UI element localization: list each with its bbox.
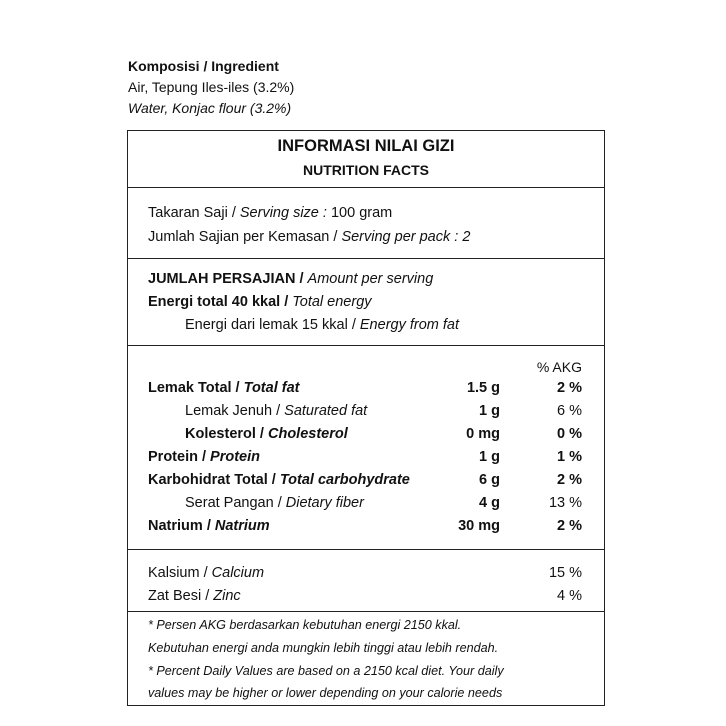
nutrient-amount: 1 g [479,449,500,465]
nutrient-label: Protein / Protein [148,449,260,465]
mineral-percent: 4 % [557,588,582,604]
nutrient-amount: 4 g [479,495,500,511]
nutrient-row [148,403,584,425]
akg-header: % AKG [536,359,582,375]
nutrient-percent: 2 % [557,472,582,488]
nutrient-amount: 30 mg [458,518,500,534]
ingredients-title: Komposisi / Ingredient [128,58,279,74]
nutrient-row [148,449,584,471]
nutrient-label: Kolesterol / Cholesterol [185,426,348,442]
amount-per-serving [148,271,433,287]
panel-title-id: INFORMASI NILAI GIZI [277,137,455,155]
nutrient-label: Lemak Total / Total fat [148,380,300,396]
nutrient-row [148,472,584,494]
divider [128,187,604,188]
nutrient-label: Lemak Jenuh / Saturated fat [185,403,368,419]
nutrient-percent: 0 % [557,426,582,442]
mineral-row [148,588,584,610]
ingredients-block [128,56,294,119]
nutrient-percent: 1 % [557,449,582,465]
nutrient-row [148,518,584,540]
footnote: values may be higher or lower depending on your calorie needs [148,686,503,700]
nutrient-row [148,426,584,448]
nutrition-facts-panel [127,130,605,706]
total-energy [148,294,372,310]
energy-from-fat-label-en: Energy from fat [359,317,460,333]
nutrient-percent: 6 % [557,403,582,419]
divider [128,258,604,259]
nutrient-label: Natrium / Natrium [148,518,270,534]
servings-per-pack-label: Jumlah Sajian per Kemasan / [148,229,342,245]
footnote: * Percent Daily Values are based on a 2150 kcal diet. Your daily [148,664,504,678]
nutrient-amount: 6 g [479,472,500,488]
nutrient-row [148,495,584,517]
energy-from-fat-label: Energi dari lemak 15 kkal / [185,317,360,333]
amount-label-en: Amount per serving [307,271,434,287]
divider [128,611,604,612]
nutrient-label: Karbohidrat Total / Total carbohydrate [148,472,410,488]
mineral-row [148,565,584,587]
ingredients-list-en: Water, Konjac flour (3.2%) [128,100,292,116]
mineral-label: Kalsium / Calcium [148,565,265,581]
nutrient-amount: 1.5 g [466,380,500,396]
energy-from-fat [185,317,459,333]
divider [128,549,604,550]
nutrient-amount: 0 mg [466,426,500,442]
footnote: * Persen AKG berdasarkan kebutuhan energi 2150 kkal. [148,618,462,632]
serving-size-label-en: Serving size : [239,205,331,221]
amount-label: JUMLAH PERSAJIAN / [148,271,308,287]
nutrient-percent: 2 % [557,380,582,396]
servings-per-pack-label-en: Serving per pack : 2 [341,229,471,245]
nutrient-row [148,380,584,402]
nutrient-percent: 13 % [548,495,582,511]
serving-size-label: Takaran Saji / [148,205,240,221]
serving-size-value: 100 gram [330,205,393,221]
servings-per-pack [148,229,470,245]
divider [128,345,604,346]
ingredients-list-id: Air, Tepung Iles-iles (3.2%) [128,79,295,95]
footnote: Kebutuhan energi anda mungkin lebih tinggi atau lebih rendah. [148,641,499,655]
nutrient-amount: 1 g [479,403,500,419]
mineral-label: Zat Besi / Zinc [148,588,241,604]
mineral-percent: 15 % [548,565,582,581]
total-energy-label: Energi total 40 kkal / [148,294,293,310]
nutrient-percent: 2 % [557,518,582,534]
nutrient-label: Serat Pangan / Dietary fiber [185,495,364,511]
total-energy-label-en: Total energy [292,294,372,310]
panel-title-en: NUTRITION FACTS [303,162,429,178]
serving-size [148,205,392,221]
